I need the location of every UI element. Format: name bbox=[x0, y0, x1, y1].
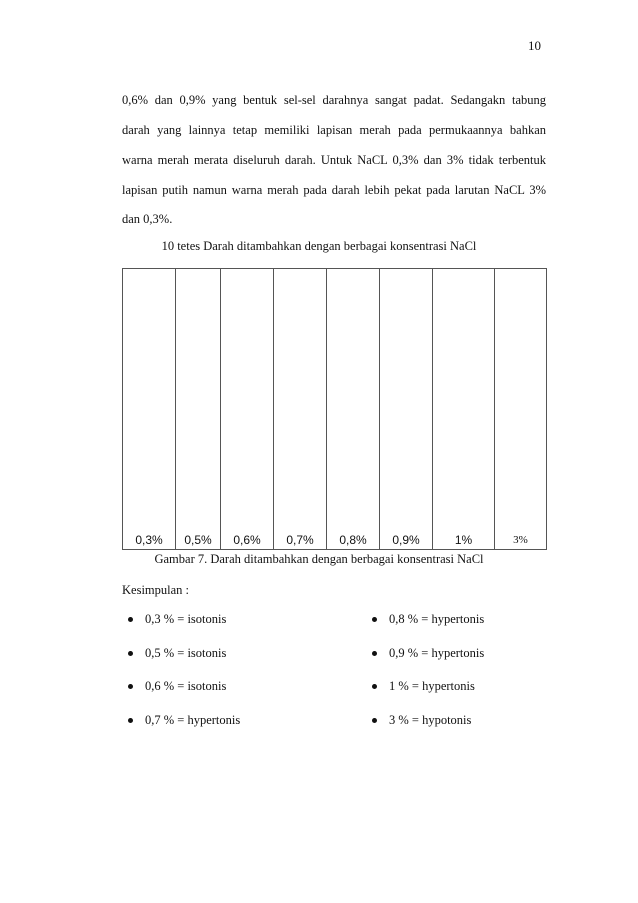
conclusion-text: 0,3 % = isotonis bbox=[145, 612, 227, 626]
tube-label: 0,7% bbox=[286, 533, 314, 547]
bullet-icon bbox=[128, 684, 133, 689]
figure-caption: Gambar 7. Darah ditambahkan dengan berbagai konsentrasi NaCl bbox=[154, 552, 484, 566]
conclusion-item bbox=[372, 713, 471, 728]
tube-column bbox=[221, 269, 274, 549]
tube-column bbox=[327, 269, 380, 549]
tube-column bbox=[274, 269, 327, 549]
tube-column bbox=[495, 269, 546, 549]
conclusion-text: 3 % = hypotonis bbox=[389, 713, 472, 727]
conclusion-text: 0,8 % = hypertonis bbox=[389, 612, 485, 626]
paragraph-line-3: warna merah merata diseluruh darah. Untuk NaCL 0,3% dan 3% tidak terbentuk bbox=[122, 153, 546, 167]
bullet-icon bbox=[372, 684, 377, 689]
page-number: 10 bbox=[528, 38, 541, 53]
tube-label: 1% bbox=[454, 533, 473, 547]
tube-column bbox=[123, 269, 176, 549]
tube-column bbox=[176, 269, 221, 549]
paragraph-line-1: 0,6% dan 0,9% yang bentuk sel-sel darahnya sangat padat. Sedangakn tabung bbox=[122, 93, 546, 107]
tube-column bbox=[433, 269, 495, 549]
paragraph-line-5: dan 0,3%. bbox=[122, 212, 173, 226]
conclusion-text: 0,5 % = isotonis bbox=[145, 646, 227, 660]
bullet-icon bbox=[372, 718, 377, 723]
bullet-icon bbox=[128, 617, 133, 622]
tube-label: 0,3% bbox=[135, 533, 163, 547]
bullet-icon bbox=[372, 617, 377, 622]
tube-label: 3% bbox=[513, 534, 528, 546]
conclusion-item bbox=[372, 612, 484, 627]
bullet-icon bbox=[128, 718, 133, 723]
bullet-icon bbox=[128, 651, 133, 656]
conclusion-item bbox=[128, 646, 226, 661]
conclusion-text: 0,9 % = hypertonis bbox=[389, 646, 485, 660]
tube-label: 0,5% bbox=[184, 533, 212, 547]
conclusion-item bbox=[128, 679, 226, 694]
tube-label: 0,9% bbox=[392, 533, 420, 547]
conclusion-item bbox=[128, 612, 226, 627]
figure-title: 10 tetes Darah ditambahkan dengan berbagai konsentrasi NaCl bbox=[161, 239, 477, 253]
conclusion-text: 1 % = hypertonis bbox=[389, 679, 475, 693]
conclusion-text: 0,7 % = hypertonis bbox=[145, 713, 241, 727]
conclusion-text: 0,6 % = isotonis bbox=[145, 679, 227, 693]
conclusion-item bbox=[128, 713, 240, 728]
tube-figure bbox=[122, 268, 547, 550]
paragraph-line-2: darah yang lainnya tetap memiliki lapisan merah pada permukaannya bahkan bbox=[122, 123, 546, 137]
tube-label: 0,8% bbox=[339, 533, 367, 547]
conclusion-heading: Kesimpulan : bbox=[122, 583, 190, 597]
conclusion-item bbox=[372, 679, 475, 694]
tube-column bbox=[380, 269, 433, 549]
paragraph-line-4: lapisan putih namun warna merah pada darah lebih pekat pada larutan NaCL 3% bbox=[122, 183, 546, 197]
bullet-icon bbox=[372, 651, 377, 656]
tube-label: 0,6% bbox=[233, 533, 261, 547]
conclusion-item bbox=[372, 646, 484, 661]
